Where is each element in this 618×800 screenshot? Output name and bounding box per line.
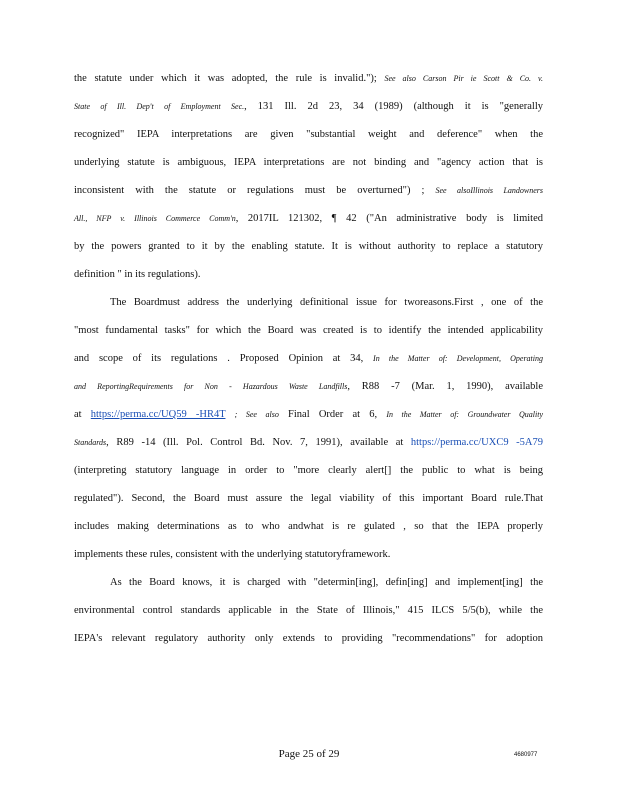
text-line: regulated"). Second, the Board must assure the legal viability of this important Board rule.That [74, 493, 543, 504]
text-line: Standards, R89 -14 (Ill. Pol. Control Bd. Nov. 7, 1991), available at https://perma.cc/UXC9 -5A79 [74, 437, 543, 448]
text-line: underlying statute is ambiguous, IEPA interpretations are not binding and "agency action that is [74, 157, 543, 168]
text-line: IEPA's relevant regulatory authority only extends to providing "recommendations" for adoption [74, 633, 543, 644]
text-line: definition " in its regulations). [74, 269, 201, 280]
text-line: (interpreting statutory language in order to "more clearly alert[] the public to what is being [74, 465, 543, 476]
text-line: As the Board knows, it is charged with "determin[ing], defin[ing] and implement[ing] the [110, 577, 543, 588]
text-line: "most fundamental tasks" for which the Board was created is to identify the intended applicability [74, 325, 543, 336]
text-line: by the powers granted to it by the enabling statute. It is without authority to replace a statutory [74, 241, 543, 252]
perma-link-uq59[interactable]: https://perma.cc/UQ59 -HR4T [90, 409, 226, 420]
text-line: inconsistent with the statute or regulations must be overturned") ; See alsoIllinois Landowners [74, 185, 544, 196]
text-line: and scope of its regulations . Proposed Opinion at 34, In the Matter of: Development, Operating [74, 353, 543, 364]
text-line: All., NFP v. Illinois Commerce Comm'n, 2017IL 121302, ¶ 42 ("An administrative body is limited [74, 213, 543, 224]
text-line: State of Ill. Dep't of Employment Sec., 131 Ill. 2d 23, 34 (1989) (although it is "generally [74, 101, 543, 112]
text-line: and ReportingRequirements for Non - Hazardous Waste Landfills, R88 -7 (Mar. 1, 1990), available [74, 381, 543, 392]
perma-link-uxc9[interactable]: https://perma.cc/UXC9 -5A79 [410, 437, 543, 448]
text-line: recognized" IEPA interpretations are given "substantial weight and deference" when the [74, 129, 543, 140]
text-line: implements these rules, consistent with the underlying statutoryframework. [74, 549, 391, 560]
text-line: environmental control standards applicable in the State of Illinois," 415 ILCS 5/5(b), while the [74, 605, 543, 616]
text-line: the statute under which it was adopted, the rule is invalid."); See also Carson Pir ie Scott & Co. v. [74, 73, 543, 84]
text-line: at https://perma.cc/UQ59 -HR4T ; See also Final Order at 6, In the Matter of: Groundwater Quality [74, 409, 544, 420]
text-line: The Boardmust address the underlying definitional issue for tworeasons.First , one of the [110, 297, 543, 308]
page-number: Page 25 of 29 [278, 748, 340, 760]
text-line: includes making determinations as to who andwhat is re gulated , so that the IEPA properly [74, 521, 543, 532]
document-id: 4680977 [514, 752, 538, 758]
